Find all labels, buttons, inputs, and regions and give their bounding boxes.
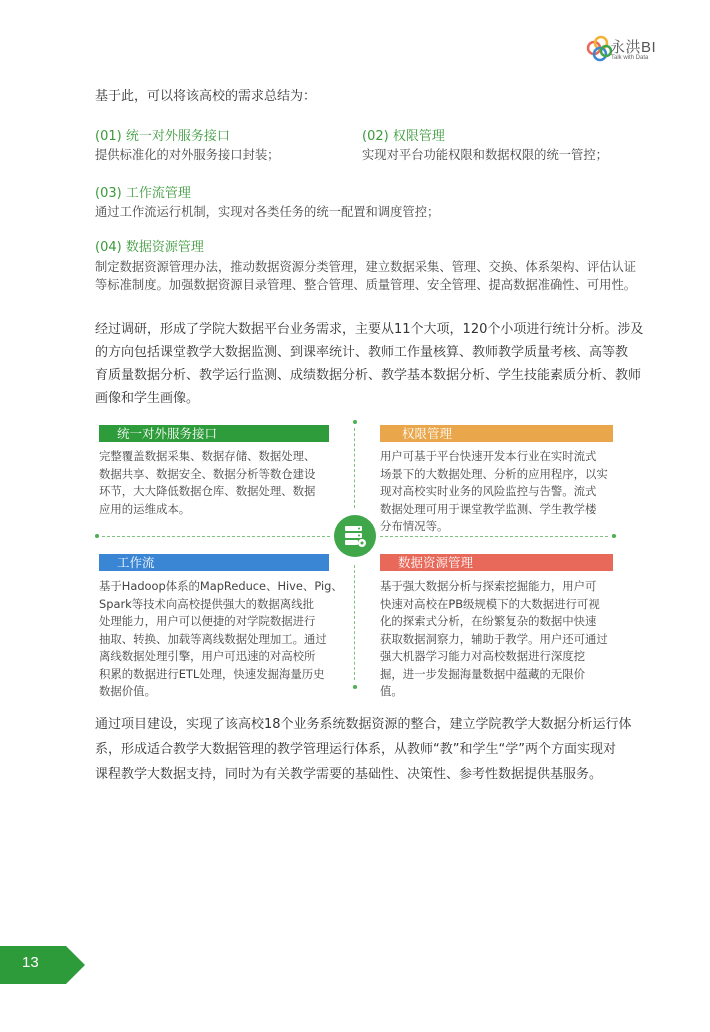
quadrant-3-header <box>99 554 329 571</box>
quadrant-3-line: 积累的数据进行ETL处理，快速发掘海量历史 <box>99 666 325 681</box>
quadrant-4-line: 基于强大数据分析与探索挖掘能力，用户可 <box>380 579 597 593</box>
quadrant-2-line: 分布情况等。 <box>380 519 449 533</box>
page-number: 13 <box>22 954 39 971</box>
divider-dot-bottom <box>353 685 357 689</box>
req-2-desc: 实现对平台功能权限和数据权限的统一管控； <box>362 148 608 162</box>
req-4-desc-line-1: 制定数据资源管理办法，推动数据资源分类管理，建立数据采集、管理、交换、体系架构、评估认证 <box>95 260 637 274</box>
quadrant-3-line: 数据价值。 <box>99 684 156 698</box>
brand-name: 永洪BI <box>610 39 657 56</box>
quadrant-3-line: 抽取、转换、加载等离线数据处理加工。通过 <box>99 631 327 646</box>
conclusion-line-3: 课程教学大数据支持，同时为有关教学需要的基础性、决策性、参考性数据提供基服务。 <box>95 767 603 782</box>
quadrant-2-line: 现对高校实时业务的风险监控与告警。流式 <box>380 484 597 498</box>
conclusion-line-1: 通过项目建设，实现了该高校18个业务系统数据资源的整合，建立学院教学大数据分析运行体 <box>95 717 632 732</box>
server-icon <box>341 522 369 550</box>
quadrant-1-line: 环节，大大降低数据仓库、数据处理、数据 <box>99 484 316 498</box>
brand-tagline: Talk with Data <box>611 55 649 61</box>
quadrant-3-label: 工作流 <box>117 555 155 570</box>
divider-dot-left <box>95 534 99 538</box>
quadrant-3-line: 离线数据处理引擎，用户可迅速的对高校所 <box>99 649 316 663</box>
req-1-desc: 提供标准化的对外服务接口封装； <box>95 148 280 162</box>
quadrant-3-line: Spark等技术向高校提供强大的数据离线批 <box>99 596 314 611</box>
req-4-title: (04) 数据资源管理 <box>95 240 204 255</box>
quadrant-4-text <box>380 578 608 701</box>
quadrant-4-line: 值。 <box>380 684 403 698</box>
quadrant-3-line: 基于Hadoop体系的MapReduce、Hive、Pig、 <box>99 579 343 593</box>
divider-horizontal-right <box>380 536 608 537</box>
quadrant-3-text <box>99 578 343 701</box>
quadrant-1-header <box>99 425 329 442</box>
research-line-1: 经过调研，形成了学院大数据平台业务需求，主要从11个大项，120个小项进行统计分析。涉及 <box>95 322 644 337</box>
req-3-title: (03) 工作流管理 <box>95 186 191 201</box>
quadrant-4-line: 化的探索式分析，在纷繁复杂的数据中快速 <box>380 614 597 628</box>
page-tab <box>0 946 85 984</box>
quadrant-1-text <box>99 448 315 518</box>
divider-dot-right <box>612 534 616 538</box>
quadrant-1-label: 统一对外服务接口 <box>117 426 218 441</box>
quadrant-4-line: 掘，进一步发掘海量数据中蕴藏的无限价 <box>380 666 586 681</box>
quadrant-4-label: 数据资源管理 <box>398 555 474 570</box>
research-line-4: 画像和学生画像。 <box>95 391 200 406</box>
quadrant-2-line: 用户可基于平台快速开发本行业在实时流式 <box>380 449 597 463</box>
quadrant-3-line: 处理能力，用户可以便捷的对学院数据进行 <box>99 614 316 628</box>
quadrant-1-line: 完整覆盖数据采集、数据存储、数据处理、 <box>99 449 316 463</box>
quadrant-4-header <box>380 554 613 571</box>
quadrant-1-line: 应用的运维成本。 <box>99 501 191 516</box>
req-3-desc: 通过工作流运行机制，实现对各类任务的统一配置和调度管控； <box>95 205 440 219</box>
req-4-desc-line-2: 等标准制度。加强数据资源目录管理、整合管理、质量管理、安全管理、提高数据准确性、可用性。 <box>95 278 637 292</box>
req-2-title: (02) 权限管理 <box>362 129 445 144</box>
divider-dot-top <box>353 420 357 424</box>
quadrant-1-line: 数据共享、数据安全、数据分析等数仓建设 <box>99 466 316 481</box>
conclusion-line-2: 系，形成适合教学大数据管理的教学管理运行体系，从教师“教”和学生“学”两个方面实现对 <box>95 742 616 757</box>
divider-vertical-bottom <box>354 565 355 680</box>
req-1-title: (01) 统一对外服务接口 <box>95 129 230 144</box>
quadrant-2-header <box>380 425 613 442</box>
quadrant-2-line: 数据处理可用于课堂教学监测、学生教学楼 <box>380 501 597 516</box>
quadrant-2-label: 权限管理 <box>402 426 453 441</box>
divider-vertical-top <box>354 428 355 508</box>
quadrant-4-line: 获取数据洞察力，辅助于教学。用户还可通过 <box>380 631 608 646</box>
quadrant-4-line: 快速对高校在PB级规模下的大数据进行可视 <box>380 596 600 611</box>
research-line-2: 的方向包括课堂教学大数据监测、到课率统计、教师工作量核算、教师教学质量考核、高等教 <box>95 345 629 360</box>
quadrant-2-line: 场景下的大数据处理、分析的应用程序，以实 <box>380 466 608 481</box>
divider-horizontal-left <box>102 536 330 537</box>
quadrant-2-text <box>380 448 608 536</box>
quadrant-4-line: 强大机器学习能力对高校数据进行深度挖 <box>380 649 586 663</box>
research-line-3: 育质量数据分析、教学运行监测、成绩数据分析、教学基本数据分析、学生技能素质分析、教师 <box>95 368 642 383</box>
intro-text: 基于此，可以将该高校的需求总结为： <box>95 89 317 104</box>
